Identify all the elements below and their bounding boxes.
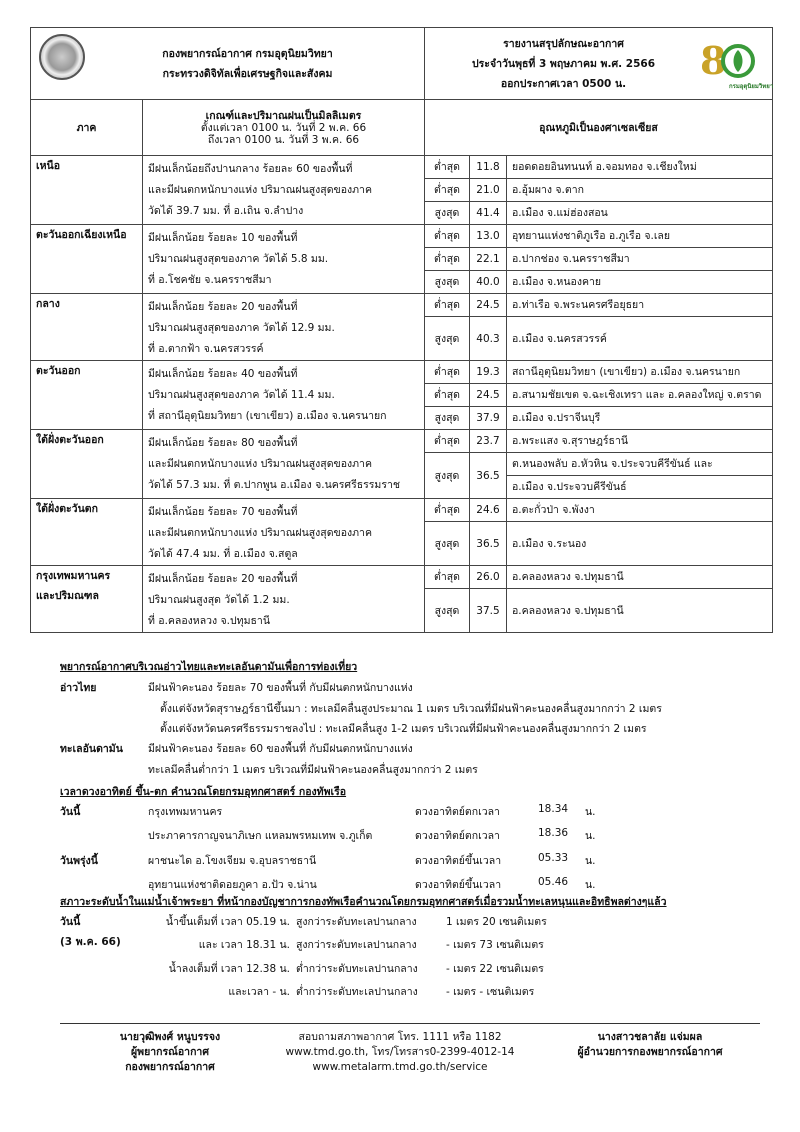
region-name-line: ใต้ฝั่งตะวันออก — [36, 434, 104, 446]
sun-time: 18.34 — [538, 803, 569, 815]
region-name — [31, 361, 143, 430]
andaman-line-1: มีฝนฟ้าคะนอง ร้อยละ 60 ของพื้นที่ กับมีฝนตกหนักบางแห่ง — [148, 743, 413, 755]
temp-label: สูงสุด — [425, 453, 470, 499]
temp-value: 24.5 — [470, 294, 507, 317]
rain-line: มีฝนเล็กน้อย ร้อยละ 80 ของพื้นที่ — [148, 437, 298, 449]
region-rain-desc — [143, 430, 425, 499]
region-name-line: ใต้ฝั่งตะวันตก — [36, 503, 98, 515]
temp-label: ต่ำสุด — [425, 225, 470, 248]
region-name — [31, 499, 143, 566]
tide-date-label: (3 พ.ค. 66) — [60, 936, 121, 948]
rain-line: และมีฝนตกหนักบางแห่ง ปริมาณฝนสูงสุดของภาค — [148, 458, 372, 470]
rain-line: มีฝนเล็กน้อย ร้อยละ 20 ของพื้นที่ — [148, 301, 298, 313]
tide-level: - เมตร 73 เซนติเมตร — [446, 939, 544, 951]
director-title: ผู้อำนวยการกองพยากรณ์อากาศ — [577, 1046, 723, 1058]
temp-place: อ.ปากช่อง จ.นครราชสีมา — [507, 248, 773, 271]
temp-value: 19.3 — [470, 361, 507, 384]
temp-label: สูงสุด — [425, 271, 470, 294]
sun-unit: น. — [585, 855, 596, 867]
temp-value: 21.0 — [470, 179, 507, 202]
logo-caption: กรมอุตุนิยมวิทยา — [729, 83, 774, 90]
tide-time: และเวลา - น. — [228, 986, 290, 998]
rain-line: ที่ สถานีอุตุนิยมวิทยา (เขาเขียว) อ.เมือง จ.นครนายก — [148, 410, 387, 422]
temp-place: ยอดดอยอินทนนท์ อ.จอมทอง จ.เชียงใหม่ — [507, 156, 773, 179]
temp-value: 41.4 — [470, 202, 507, 225]
gulf-line-2: ตั้งแต่จังหวัดสุราษฎร์ธานีขึ้นมา : ทะเลมีคลื่นสูงประมาณ 1 เมตร บริเวณที่มีฝนฟ้าคะนองคลื่นสูงมากกว่า 2 เมตร — [160, 703, 662, 715]
sun-unit: น. — [585, 879, 596, 891]
temp-value: 24.6 — [470, 499, 507, 522]
rain-line: และมีฝนตกหนักบางแห่ง ปริมาณฝนสูงสุดของภาค — [148, 184, 372, 196]
sun-event: ดวงอาทิตย์ตกเวลา — [415, 806, 500, 818]
temp-place: อ.เมือง จ.ประจวบคีรีขันธ์ — [507, 476, 773, 499]
gulf-line-3: ตั้งแต่จังหวัดนครศรีธรรมราชลงไป : ทะเลมีคลื่นสูง 1-2 เมตร บริเวณที่มีฝนฟ้าคะนองคลื่นสูงมากกว่า 2 เมตร — [160, 723, 647, 735]
tide-title: สภาวะระดับน้ำในแม่น้ำเจ้าพระยา ที่หน้ากองบัญชาการกองทัพเรือคำนวณโดยกรมอุทกศาสตร์เมื่อรวมน้ำทะเลหนุนและอิทธิพลต่างๆแล้ว — [60, 896, 667, 908]
tide-level: - เมตร - เซนติเมตร — [446, 986, 535, 998]
report-issue-time: ออกประกาศเวลา 0500 น. — [500, 77, 627, 90]
region-row — [31, 156, 773, 179]
tmd-80-anniversary-logo-icon — [694, 36, 774, 91]
col-temp-header: อุณหภูมิเป็นองศาเซลเซียส — [425, 100, 773, 156]
temp-place: อ.เมือง จ.นครสวรรค์ — [507, 317, 773, 361]
rain-header-from: ตั้งแต่เวลา 0100 น. วันที่ 2 พ.ค. 66 — [200, 121, 367, 134]
region-name — [31, 430, 143, 499]
region-name — [31, 566, 143, 633]
contact-website[interactable]: www.tmd.go.th, โทร/โทรสาร0-2399-4012-14 — [285, 1046, 515, 1058]
region-rain-desc — [143, 156, 425, 225]
region-name — [31, 225, 143, 294]
temp-label: ต่ำสุด — [425, 430, 470, 453]
andaman-line-2: ทะเลมีคลื่นต่ำกว่า 1 เมตร บริเวณที่มีฝนฟ้าคะนองคลื่นสูงมากกว่า 2 เมตร — [148, 764, 478, 776]
report-title: รายงานสรุปลักษณะอากาศ — [503, 37, 624, 50]
report-date: ประจำวันพุธที่ 3 พฤษภาคม พ.ศ. 2566 — [472, 57, 655, 70]
temp-place: อ.อุ้มผาง จ.ตาก — [507, 179, 773, 202]
svg-text:8: 8 — [700, 38, 727, 83]
temp-place: อ.พระแสง จ.สุราษฎร์ธานี — [507, 430, 773, 453]
rain-line: ปริมาณฝนสูงสุด วัดได้ 1.2 มม. — [148, 594, 290, 606]
temp-place: อ.คลองหลวง จ.ปทุมธานี — [507, 566, 773, 589]
temp-place: อ.เมือง จ.แม่ฮ่องสอน — [507, 202, 773, 225]
rain-header-to: ถึงเวลา 0100 น. วันที่ 3 พ.ค. 66 — [207, 133, 360, 146]
temp-label: ต่ำสุด — [425, 248, 470, 271]
footer-divider — [60, 1023, 760, 1024]
temp-label: ต่ำสุด — [425, 361, 470, 384]
sun-place: อุทยานแห่งชาติดอยภูคา อ.ปัว จ.น่าน — [148, 879, 317, 891]
marine-section — [60, 660, 357, 674]
temp-place: อ.เมือง จ.ปราจีนบุรี — [507, 407, 773, 430]
rain-line: ปริมาณฝนสูงสุดของภาค วัดได้ 11.4 มม. — [148, 389, 335, 401]
tide-reference: สูงกว่าระดับทะเลปานกลาง — [296, 939, 417, 951]
region-name-line: ตะวันออก — [36, 365, 81, 377]
region-rain-desc — [143, 499, 425, 566]
andaman-label: ทะเลอันดามัน — [60, 743, 123, 755]
temp-value: 24.5 — [470, 384, 507, 407]
temp-label: สูงสุด — [425, 589, 470, 633]
sun-event: ดวงอาทิตย์ขึ้นเวลา — [415, 879, 502, 891]
region-rain-desc — [143, 294, 425, 361]
rain-line: มีฝนเล็กน้อย ร้อยละ 40 ของพื้นที่ — [148, 368, 298, 380]
temp-label: สูงสุด — [425, 317, 470, 361]
director-name: นางสาวชลาลัย แจ่มผล — [597, 1031, 703, 1043]
temp-place: อ.เมือง จ.ระนอง — [507, 522, 773, 566]
region-name — [31, 156, 143, 225]
temp-value: 11.8 — [470, 156, 507, 179]
temp-value: 36.5 — [470, 453, 507, 499]
temp-label: สูงสุด — [425, 407, 470, 430]
weather-summary-table — [30, 27, 773, 633]
region-rain-desc — [143, 361, 425, 430]
region-rain-desc — [143, 225, 425, 294]
rain-line: วัดได้ 57.3 มม. ที่ ต.ปากพูน อ.เมือง จ.นครศรีธรรมราช — [148, 479, 400, 491]
tide-reference: ต่ำกว่าระดับทะเลปานกลาง — [296, 986, 418, 998]
marine-title: พยากรณ์อากาศบริเวณอ่าวไทยและทะเลอันดามันเพื่อการท่องเที่ยว — [60, 661, 358, 673]
gulf-line-1: มีฝนฟ้าคะนอง ร้อยละ 70 ของพื้นที่ กับมีฝนตกหนักบางแห่ง — [148, 682, 413, 694]
region-name — [31, 294, 143, 361]
header-right-cell — [425, 28, 773, 100]
temp-value: 40.0 — [470, 271, 507, 294]
sun-title: เวลาดวงอาทิตย์ ขึ้น-ตก คำนวณโดยกรมอุทกศาสตร์ กองทัพเรือ — [60, 786, 347, 798]
temp-place: อ.คลองหลวง จ.ปทุมธานี — [507, 589, 773, 633]
rain-line: มีฝนเล็กน้อย ร้อยละ 20 ของพื้นที่ — [148, 573, 298, 585]
rain-line: มีฝนเล็กน้อย ร้อยละ 10 ของพื้นที่ — [148, 232, 298, 244]
region-name-line: กลาง — [36, 298, 60, 310]
temp-label: สูงสุด — [425, 522, 470, 566]
sun-today-label: วันนี้ — [60, 806, 81, 818]
col-region-header: ภาค — [31, 100, 143, 156]
temp-value: 22.1 — [470, 248, 507, 271]
rain-line: วัดได้ 47.4 มม. ที่ อ.เมือง จ.สตูล — [148, 548, 298, 560]
tide-time: น้ำขึ้นเต็มที่ เวลา 05.19 น. — [165, 916, 290, 928]
sun-unit: น. — [585, 806, 596, 818]
rain-line: ที่ อ.คลองหลวง จ.ปทุมธานี — [148, 615, 270, 627]
forecaster-title: ผู้พยากรณ์อากาศ — [131, 1046, 209, 1058]
contact-service-link[interactable]: www.metalarm.tmd.go.th/service — [312, 1061, 488, 1073]
sun-place: ผาชนะได อ.โขงเจียม จ.อุบลราชธานี — [148, 855, 317, 867]
tide-day-label: วันนี้ — [60, 916, 81, 928]
department-seal-icon — [39, 34, 85, 80]
sun-unit: น. — [585, 830, 596, 842]
footer-left — [70, 1030, 270, 1075]
forecaster-dept: กองพยากรณ์อากาศ — [125, 1061, 215, 1073]
sun-event: ดวงอาทิตย์ตกเวลา — [415, 830, 500, 842]
region-row — [31, 499, 773, 522]
temp-value: 36.5 — [470, 522, 507, 566]
temp-place: อ.สนามชัยเขต จ.ฉะเชิงเทรา และ อ.คลองใหญ่ จ.ตราด — [507, 384, 773, 407]
tide-level: 1 เมตร 20 เซนติเมตร — [446, 916, 547, 928]
rain-line: มีฝนเล็กน้อยถึงปานกลาง ร้อยละ 60 ของพื้นที่ — [148, 163, 353, 175]
temp-value: 40.3 — [470, 317, 507, 361]
temp-place: อ.ตะกั่วป่า จ.พังงา — [507, 499, 773, 522]
sun-place: กรุงเทพมหานคร — [148, 806, 223, 818]
temp-value: 26.0 — [470, 566, 507, 589]
sun-event: ดวงอาทิตย์ขึ้นเวลา — [415, 855, 502, 867]
col-rain-header — [143, 100, 425, 156]
sun-time: 05.46 — [538, 876, 569, 888]
dept-line1: กองพยากรณ์อากาศ กรมอุตุนิยมวิทยา — [162, 47, 333, 60]
temp-place: ต.หนองพลับ อ.หัวหิน จ.ประจวบคีรีขันธ์ และ — [507, 453, 773, 476]
sun-place: ประภาคารกาญจนาภิเษก แหลมพรหมเทพ จ.ภูเก็ต — [148, 830, 373, 842]
region-name-line: กรุงเทพมหานคร — [36, 570, 111, 582]
sun-time: 18.36 — [538, 827, 569, 839]
tide-level: - เมตร 22 เซนติเมตร — [446, 963, 544, 975]
region-row — [31, 225, 773, 248]
temp-label: ต่ำสุด — [425, 566, 470, 589]
region-name-line: ตะวันออกเฉียงเหนือ — [36, 229, 127, 241]
header-left-cell — [31, 28, 425, 100]
region-row — [31, 566, 773, 589]
temp-place: อุทยานแห่งชาติภูเรือ อ.ภูเรือ จ.เลย — [507, 225, 773, 248]
forecaster-name: นายวุฒิพงศ์ หนูบรรจง — [119, 1031, 221, 1043]
rain-line: มีฝนเล็กน้อย ร้อยละ 70 ของพื้นที่ — [148, 506, 298, 518]
rain-line: วัดได้ 39.7 มม. ที่ อ.เถิน จ.ลำปาง — [148, 205, 304, 217]
rain-line: ที่ อ.โชคชัย จ.นครราชสีมา — [148, 274, 272, 286]
sun-time: 05.33 — [538, 852, 569, 864]
rain-line: ปริมาณฝนสูงสุดของภาค วัดได้ 12.9 มม. — [148, 322, 335, 334]
temp-label: สูงสุด — [425, 202, 470, 225]
region-row — [31, 361, 773, 384]
tide-time: น้ำลงเต็มที่ เวลา 12.38 น. — [168, 963, 290, 975]
sun-tomorrow-label: วันพรุ่งนี้ — [60, 855, 98, 867]
temp-label: ต่ำสุด — [425, 179, 470, 202]
region-name-line: และปริมณฑล — [36, 590, 99, 602]
rain-line: ที่ อ.ตากฟ้า จ.นครสวรรค์ — [148, 343, 264, 355]
rain-line: และมีฝนตกหนักบางแห่ง ปริมาณฝนสูงสุดของภาค — [148, 527, 372, 539]
rain-header-title: เกณฑ์และปริมาณฝนเป็นมิลลิเมตร — [205, 109, 362, 122]
region-row — [31, 430, 773, 453]
tide-time: และ เวลา 18.31 น. — [198, 939, 290, 951]
region-rain-desc — [143, 566, 425, 633]
temp-value: 23.7 — [470, 430, 507, 453]
temp-value: 13.0 — [470, 225, 507, 248]
gulf-label: อ่าวไทย — [60, 682, 97, 694]
region-row — [31, 294, 773, 317]
rain-line: ปริมาณฝนสูงสุดของภาค วัดได้ 5.8 มม. — [148, 253, 329, 265]
tide-reference: ต่ำกว่าระดับทะเลปานกลาง — [296, 963, 418, 975]
contact-phone: สอบถามสภาพอากาศ โทร. 1111 หรือ 1182 — [298, 1031, 502, 1043]
footer-center — [255, 1030, 545, 1075]
temp-value: 37.5 — [470, 589, 507, 633]
dept-line2: กระทรวงดิจิทัลเพื่อเศรษฐกิจและสังคม — [162, 67, 333, 80]
temp-value: 37.9 — [470, 407, 507, 430]
temp-label: ต่ำสุด — [425, 499, 470, 522]
temp-place: อ.เมือง จ.หนองคาย — [507, 271, 773, 294]
temp-label: ต่ำสุด — [425, 294, 470, 317]
temp-place: สถานีอุตุนิยมวิทยา (เขาเขียว) อ.เมือง จ.นครนายก — [507, 361, 773, 384]
temp-label: ต่ำสุด — [425, 156, 470, 179]
temp-label: ต่ำสุด — [425, 384, 470, 407]
footer-right — [530, 1030, 770, 1060]
temp-place: อ.ท่าเรือ จ.พระนครศรีอยุธยา — [507, 294, 773, 317]
region-name-line: เหนือ — [36, 160, 60, 172]
tide-reference: สูงกว่าระดับทะเลปานกลาง — [296, 916, 417, 928]
